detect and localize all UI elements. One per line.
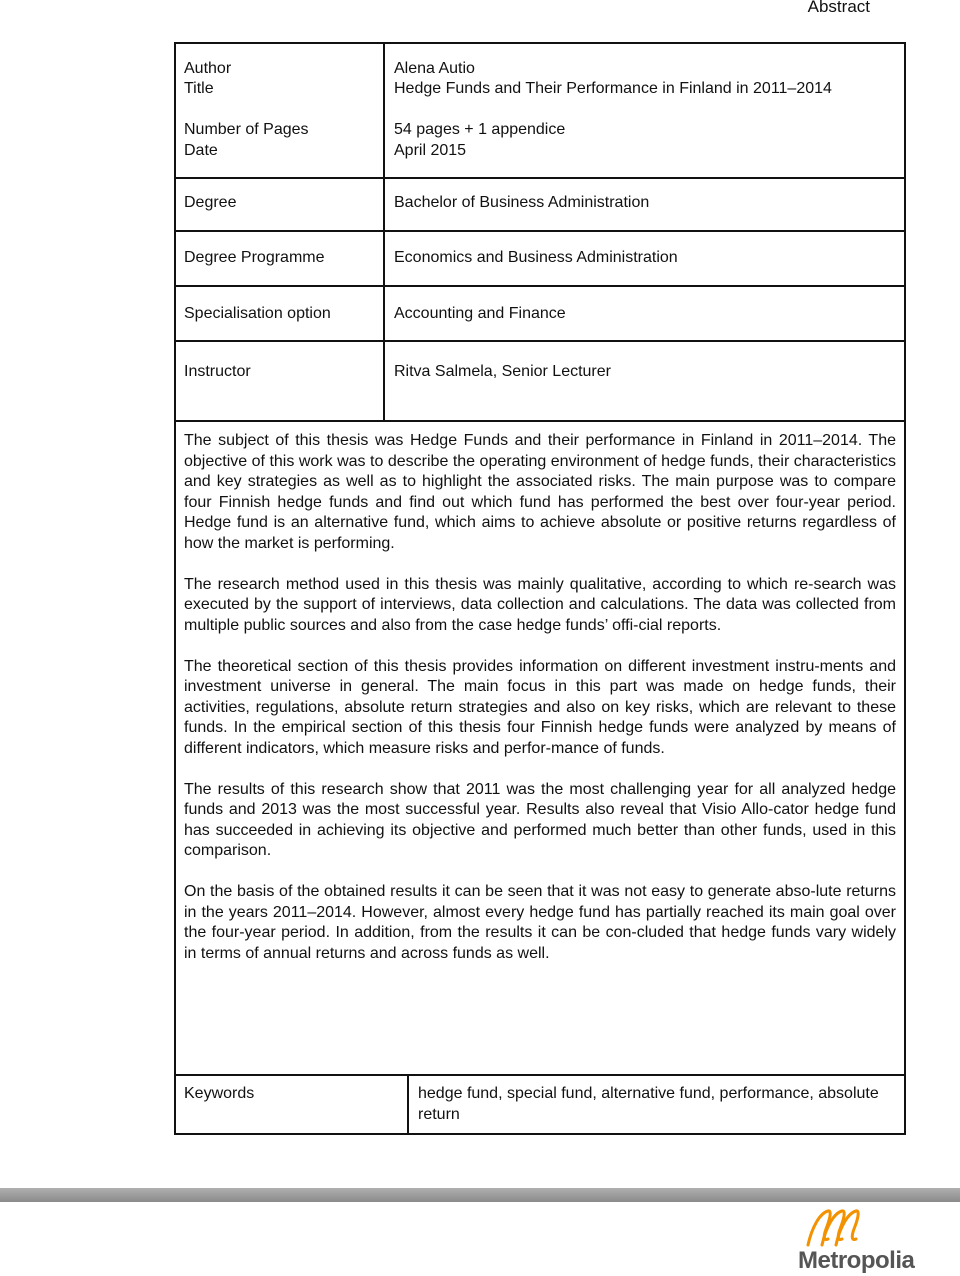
abstract-paragraph: The results of this research show that 2011 was the most challenging year for all analyzed hedge funds and 2013 was the most successful year. Results also reveal that Visio Allo-cator hedge fund has succeeded in achieving its objective and performed much better than other funds, used in this comparison. [184,780,896,859]
keywords-table [174,1074,906,1135]
keywords-label: Keywords [184,1085,255,1102]
row-divider [176,230,904,232]
metropolia-logo-mark-icon [790,1205,920,1250]
title-label: Title [184,80,214,97]
column-divider [383,44,385,420]
date-value: April 2015 [394,142,467,159]
pages-label: Number of Pages [184,121,309,138]
instructor-label: Instructor [184,363,251,380]
instructor-value: Ritva Salmela, Senior Lecturer [394,363,611,380]
author-value: Alena Autio [394,60,475,77]
keywords-value: hedge fund, special fund, alternative fund, performance, absolute return [418,1085,879,1123]
abstract-paragraph: The subject of this thesis was Hedge Funds and their performance in Finland in 2011–2014. The objective of this work was to describe the operating environment of hedge funds, their characteristics and key strategies as well as to highlight the associated risks. The main purpose was to compare four Finnish hedge funds and find out which fund has performed the best over four-year period. Hedge fund is an alternative fund, which aims to achieve absolute or positive returns regardless of how the market is performing. [184,432,896,552]
metropolia-logo-text: Metropolia [798,1247,915,1274]
row-divider [176,285,904,287]
abstract-text [184,431,896,985]
degree-value: Bachelor of Business Administration [394,194,650,211]
abstract-paragraph: On the basis of the obtained results it can be seen that it was not easy to generate abso-lute returns in the years 2011–2014. However, almost every hedge fund has partially reached its main goal over the four-year period. In addition, from the results it can be con-cluded that hedge funds vary widely in terms of annual returns and across funds as well. [184,883,896,962]
specialisation-value: Accounting and Finance [394,305,566,322]
programme-value: Economics and Business Administration [394,249,678,266]
abstract-box [174,420,906,1076]
footer-bar [0,1188,960,1202]
programme-label: Degree Programme [184,249,325,266]
date-label: Date [184,142,218,159]
page-header-label: Abstract [807,0,870,16]
row-divider [176,340,904,342]
metropolia-logo [790,1205,920,1273]
column-divider [407,1076,409,1133]
author-label: Author [184,60,232,77]
title-value: Hedge Funds and Their Performance in Finland in 2011–2014 [394,80,832,97]
metadata-table [174,42,906,422]
pages-value: 54 pages + 1 appendice [394,121,566,138]
degree-label: Degree [184,194,237,211]
abstract-paragraph: The research method used in this thesis was mainly qualitative, according to which re-search was executed by the support of interviews, data collection and calculations. The data was collected from multiple public sources and also from the case hedge funds’ offi-cial reports. [184,575,896,634]
specialisation-label: Specialisation option [184,305,331,322]
abstract-paragraph: The theoretical section of this thesis provides information on different investment instru-ments and investment universe in general. The main focus in this part was made on hedge funds, their activities, regulations, absolute return strategies and also on key risks, which are relevant to these funds. In the empirical section of this thesis four Finnish hedge funds were analyzed by means of different indicators, which measure risks and perfor-mance of funds. [184,657,896,757]
row-divider [176,177,904,179]
